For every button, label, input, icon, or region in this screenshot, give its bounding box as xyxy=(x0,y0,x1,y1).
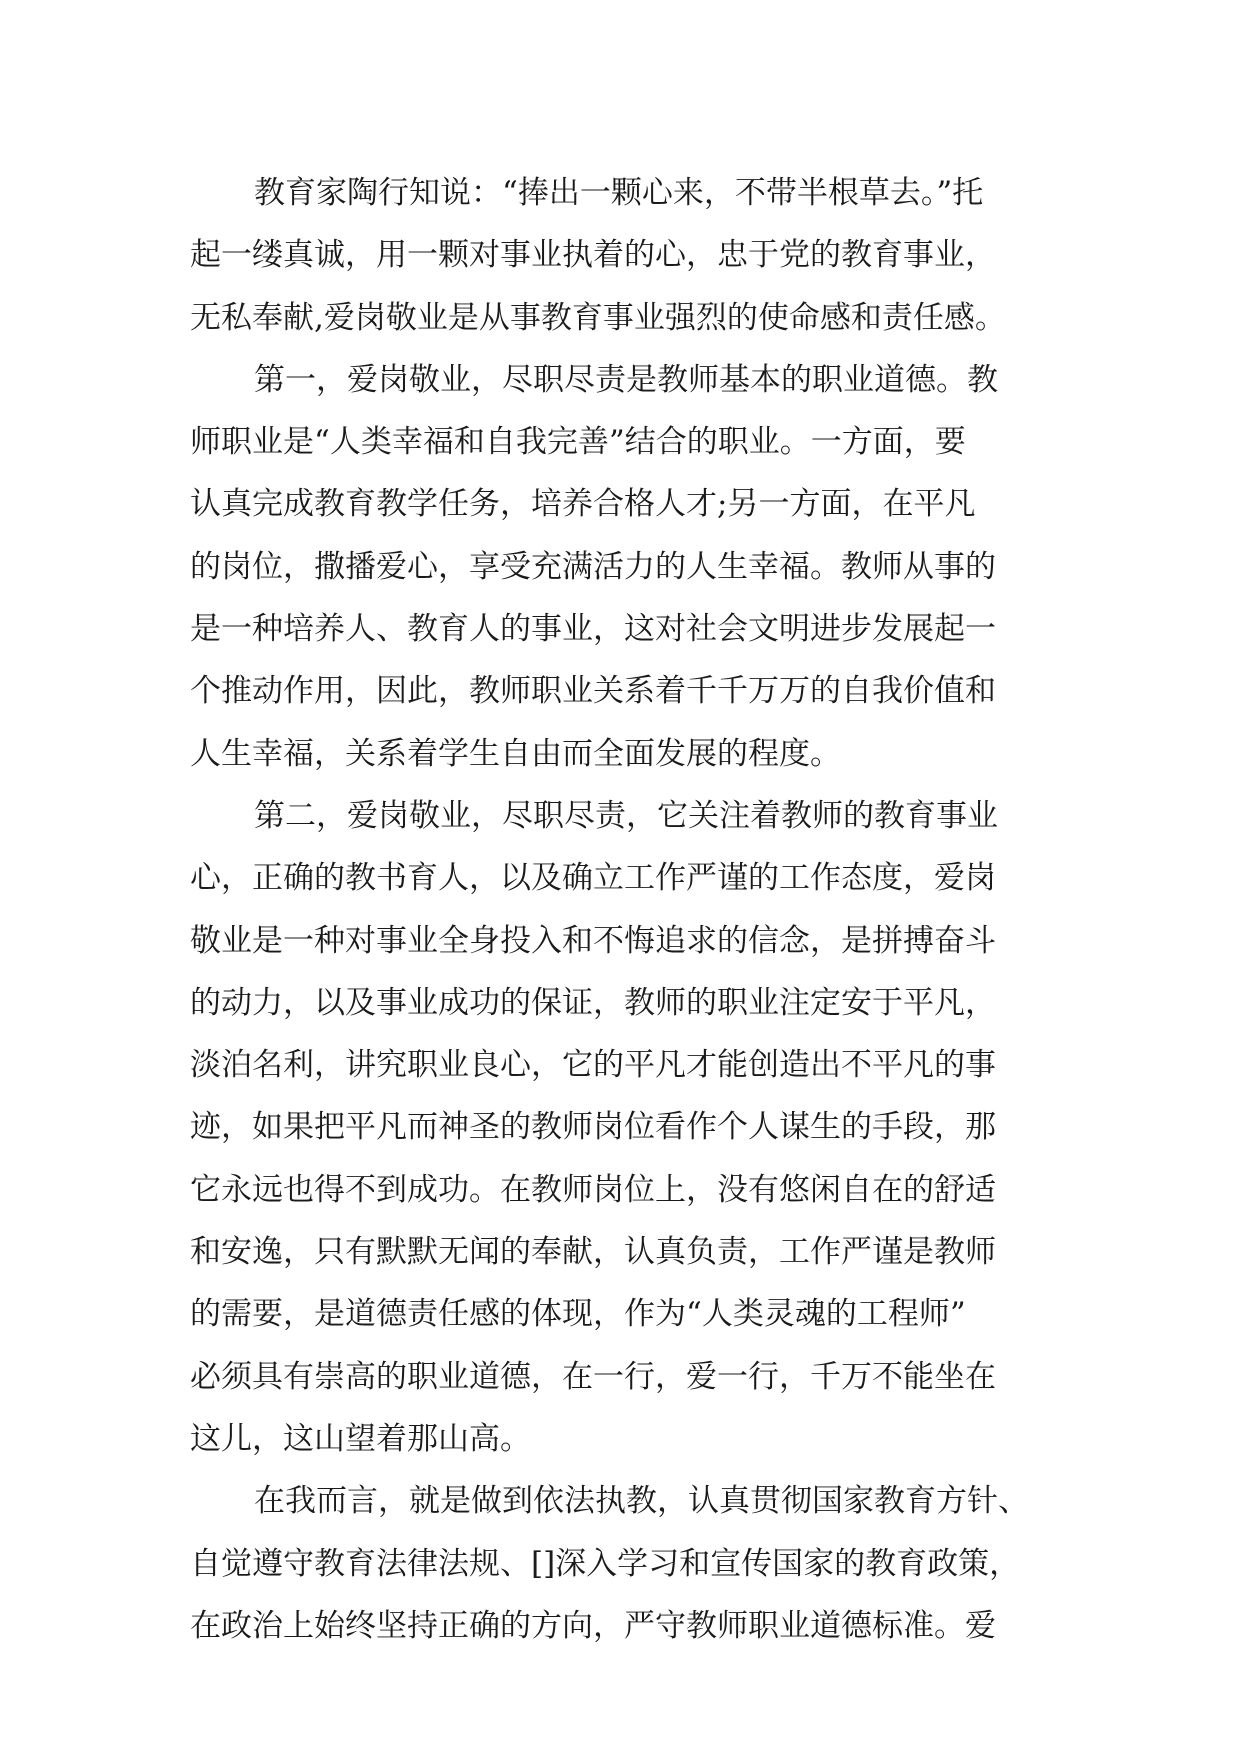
text-line: 敬业是一种对事业全身投入和不悔追求的信念，是拼搏奋斗 xyxy=(190,922,996,959)
text-line: 第一，爱岗敬业，尽职尽责是教师基本的职业道德。教 xyxy=(254,361,998,398)
text-line: 第二，爱岗敬业，尽职尽责，它关注着教师的教育事业 xyxy=(254,797,998,834)
text-line: 这儿，这山望着那山高。 xyxy=(190,1420,531,1457)
text-line: 淡泊名利，讲究职业良心，它的平凡才能创造出不平凡的事 xyxy=(190,1047,996,1084)
text-line: 自觉遵守教育法律法规、[]深入学习和宣传国家的教育政策， xyxy=(190,1545,1021,1582)
body-text xyxy=(190,162,1070,1657)
text-line: 和安逸，只有默默无闻的奉献，认真负责，工作严谨是教师 xyxy=(190,1234,996,1271)
text-line: 迹，如果把平凡而神圣的教师岗位看作个人谋生的手段，那 xyxy=(190,1109,996,1146)
text-line: 在政治上始终坚持正确的方向，严守教师职业道德标准。爱 xyxy=(190,1607,996,1644)
text-line: 是一种培养人、教育人的事业，这对社会文明进步发展起一 xyxy=(190,611,996,648)
text-line: 人生幸福，关系着学生自由而全面发展的程度。 xyxy=(190,735,841,772)
text-line: 认真完成教育教学任务，培养合格人才;另一方面，在平凡 xyxy=(190,486,976,523)
text-line: 的动力，以及事业成功的保证，教师的职业注定安于平凡， xyxy=(190,984,996,1021)
text-line: 个推动作用，因此，教师职业关系着千千万万的自我价值和 xyxy=(190,673,996,710)
text-line: 教育家陶行知说：“捧出一颗心来，不带半根草去。”托 xyxy=(254,175,984,211)
text-line: 无私奉献,爱岗敬业是从事教育事业强烈的使命感和责任感。 xyxy=(190,299,1006,336)
text-line: 师职业是“人类幸福和自我完善”结合的职业。一方面，要 xyxy=(190,424,966,461)
text-line: 的岗位，撒播爱心，享受充满活力的人生幸福。教师从事的 xyxy=(190,548,996,585)
text-line: 它永远也得不到成功。在教师岗位上，没有悠闲自在的舒适 xyxy=(190,1171,996,1208)
text-line: 起一缕真诚，用一颗对事业执着的心，忠于党的教育事业， xyxy=(190,237,996,274)
text-line: 心，正确的教书育人，以及确立工作严谨的工作态度，爱岗 xyxy=(190,860,996,897)
text-line: 必须具有崇高的职业道德，在一行，爱一行，千万不能坐在 xyxy=(190,1358,996,1395)
text-line: 在我而言，就是做到依法执教，认真贯彻国家教育方针、 xyxy=(254,1483,1029,1520)
text-line: 的需要，是道德责任感的体现，作为“人类灵魂的工程师” xyxy=(190,1296,966,1333)
